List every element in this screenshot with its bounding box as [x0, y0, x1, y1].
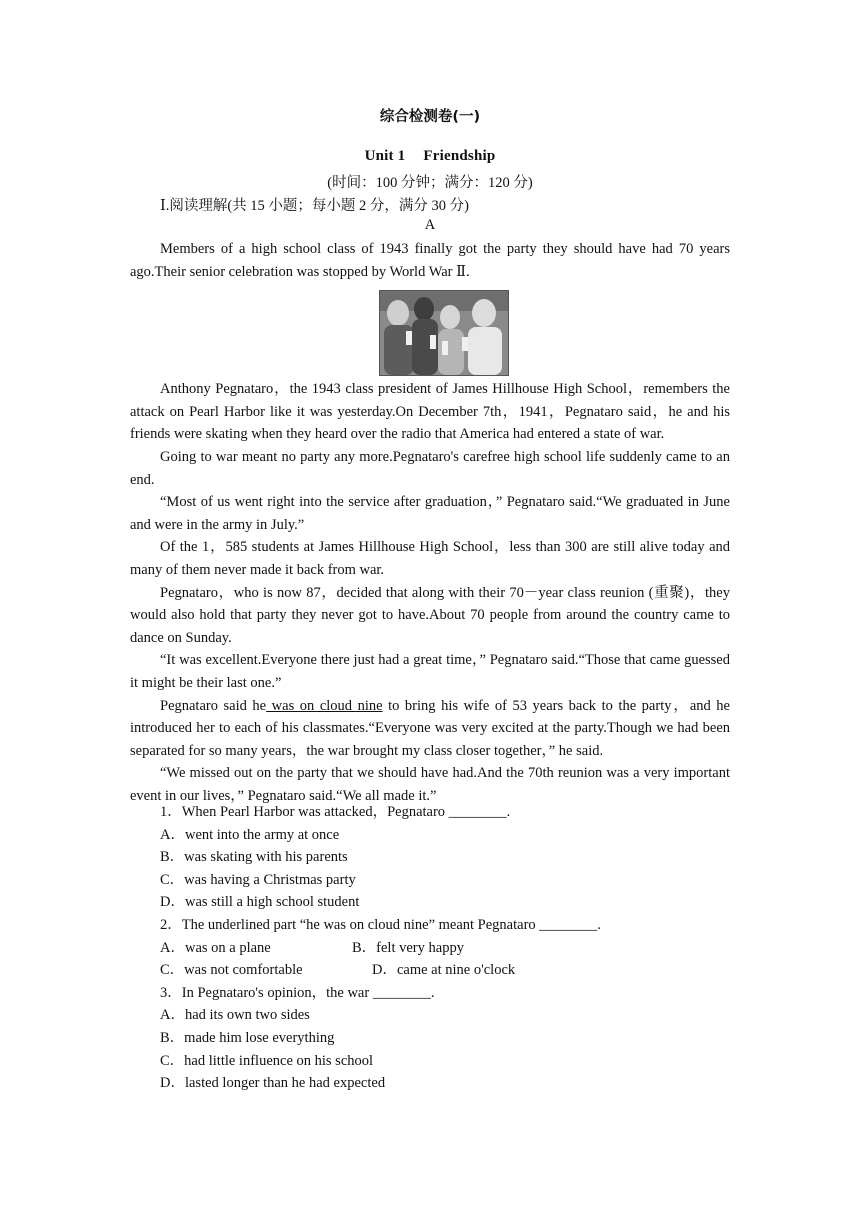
paragraph-8-end: to bring his wife of 53 years back to the party，and he introduced her to each of his classmates.“Everyone was very excited at the party.Though we had been separated for so many years，the war brought my class closer together，” he said. [130, 697, 730, 759]
unit-heading [130, 148, 730, 165]
question-2-option-b[interactable]: B．felt very happy [352, 939, 464, 956]
paragraph-6: Pegnataro，who is now 87，decided that along with their 70－year class reunion (重聚)，they would also hold that party they never got to have.About 70 people from around the country came to dance on Sunday. [130, 584, 730, 646]
question-1-option-c[interactable]: C．was having a Christmas party [160, 871, 356, 888]
page-title: 综合检测卷(一) [379, 109, 481, 125]
reading-passage [130, 238, 730, 807]
passage-letter: A [424, 217, 436, 233]
question-2-options-row-1 [160, 937, 730, 960]
question-3-option-a[interactable]: A．had its own two sides [160, 1007, 310, 1024]
paragraph-5: Of the 1，585 students at James Hillhouse High School，less than 300 are still alive today and many of them never made it back from war. [130, 539, 730, 578]
paragraph-8 [130, 695, 730, 763]
question-3-option-c[interactable]: C．had little influence on his school [160, 1052, 374, 1069]
question-1-option-b[interactable]: B．was skating with his parents [160, 849, 348, 866]
paragraph-7: “It was excellent.Everyone there just had a great time，” Pegnataro said.“Those that came guessed it might be their last one.” [130, 652, 730, 691]
question-1-option-d[interactable]: D．was still a high school student [160, 894, 360, 911]
photo-area [130, 283, 730, 378]
time-info: (时间：100 分钟；满分：120 分) [327, 175, 533, 191]
paragraph-3: Going to war meant no party any more.Pegnataro's carefree high school life suddenly came to an end. [130, 448, 730, 488]
section-heading: Ⅰ.阅读理解(共 15 小题；每小题 2 分，满分 30 分) [160, 198, 470, 214]
paragraph-8-start: Pegnataro said he [160, 697, 267, 714]
question-1-stem: 1．When Pearl Harbor was attacked，Pegnataro ________. [160, 804, 511, 820]
celebration-photo [379, 290, 509, 376]
question-2-options-row-2 [160, 959, 730, 982]
question-2-option-a[interactable]: A．was on a plane [160, 939, 271, 956]
paragraph-2: Anthony Pegnataro，the 1943 class president of James Hillhouse High School，remembers the attack on Pearl Harbor like it was yesterday.On December 7th，1941，Pegnataro said，he and his friends were skating when they heard over the radio that America had entered a state of war. [130, 381, 730, 443]
unit-name: Friendship [423, 148, 496, 164]
question-1-option-a[interactable]: A．went into the army at once [160, 826, 340, 843]
photo-illustration [380, 291, 508, 375]
underlined-phrase: was on cloud nine [266, 697, 383, 714]
paragraph-4: “Most of us went right into the service after graduation，” Pegnataro said.“We graduated in June and were in the army in July.” [130, 494, 730, 533]
question-3-option-d[interactable]: D．lasted longer than he had expected [160, 1075, 386, 1092]
question-3-stem: 3．In Pegnataro's opinion，the war ________. [160, 984, 435, 1001]
question-2-stem: 2．The underlined part “he was on cloud nine” meant Pegnataro ________. [160, 916, 601, 933]
question-3-option-b[interactable]: B．made him lose everything [160, 1029, 335, 1046]
question-2-option-d[interactable]: D．came at nine o'clock [372, 962, 516, 979]
paragraph-1: Members of a high school class of 1943 finally got the party they should have had 70 years ago.Their senior celebration was stopped by World War Ⅱ. [130, 241, 730, 280]
question-list [160, 801, 730, 1095]
paragraph-9: “We missed out on the party that we should have had.And the 70th reunion was a very important event in our lives，” Pegnataro said.“We all made it.” [130, 765, 730, 804]
unit-label: Unit 1 [364, 148, 406, 164]
question-2-option-c[interactable]: C．was not comfortable [160, 962, 303, 979]
